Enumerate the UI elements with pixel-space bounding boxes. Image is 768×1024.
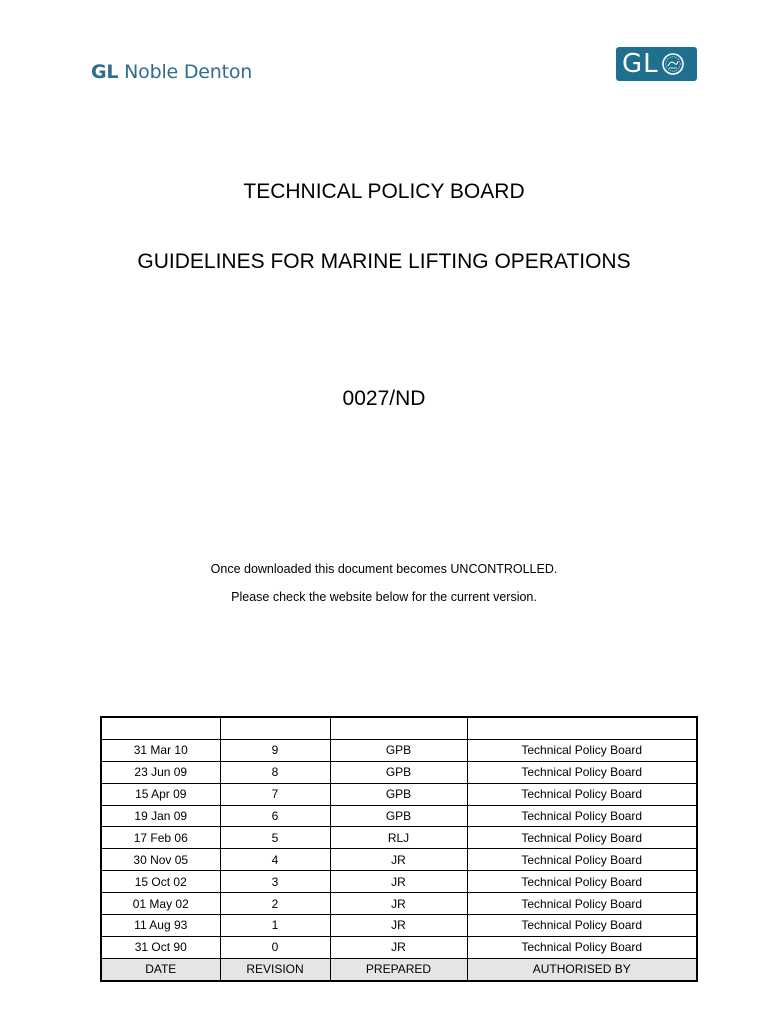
authorised-cell: Technical Policy Board xyxy=(467,805,697,827)
brand-wordmark xyxy=(91,61,252,83)
date-cell: 19 Jan 09 xyxy=(101,805,220,827)
document-subtitle: GUIDELINES FOR MARINE LIFTING OPERATIONS xyxy=(137,250,631,273)
date-cell: 30 Nov 05 xyxy=(101,849,220,871)
date-cell: 15 Oct 02 xyxy=(101,871,220,893)
prepared-cell: JR xyxy=(330,849,467,871)
prepared-cell: JR xyxy=(330,893,467,915)
authorised-cell: Technical Policy Board xyxy=(467,783,697,805)
document-number: 0027/ND xyxy=(342,387,426,410)
authorised-cell: Technical Policy Board xyxy=(467,827,697,849)
revision-cell: 2 xyxy=(220,893,330,915)
revision-cell: 8 xyxy=(220,761,330,783)
table-cell xyxy=(467,717,697,739)
table-row xyxy=(101,915,697,937)
document-title: TECHNICAL POLICY BOARD xyxy=(243,180,525,203)
prepared-cell: JR xyxy=(330,871,467,893)
table-row xyxy=(101,849,697,871)
revision-cell: 3 xyxy=(220,871,330,893)
table-blank-row xyxy=(101,717,697,739)
prepared-cell: GPB xyxy=(330,805,467,827)
table-cell xyxy=(101,717,220,739)
prepared-cell: RLJ xyxy=(330,827,467,849)
revision-cell: 0 xyxy=(220,936,330,958)
column-header: DATE xyxy=(101,958,220,980)
date-cell: 11 Aug 93 xyxy=(101,915,220,937)
prepared-cell: JR xyxy=(330,915,467,937)
gl-logo xyxy=(616,47,697,81)
table-row xyxy=(101,827,697,849)
revision-cell: 9 xyxy=(220,739,330,761)
date-cell: 31 Oct 90 xyxy=(101,936,220,958)
logo-text: GL xyxy=(622,49,659,79)
authorised-cell: Technical Policy Board xyxy=(467,739,697,761)
uncontrolled-notice: Once downloaded this document becomes UNCONTROLLED. xyxy=(210,562,558,576)
prepared-cell: GPB xyxy=(330,783,467,805)
date-cell: 23 Jun 09 xyxy=(101,761,220,783)
table-header-row xyxy=(101,958,697,980)
globe-emblem-icon xyxy=(662,53,684,75)
authorised-cell: Technical Policy Board xyxy=(467,893,697,915)
column-header: REVISION xyxy=(220,958,330,980)
date-cell: 31 Mar 10 xyxy=(101,739,220,761)
version-notice: Please check the website below for the current version. xyxy=(231,590,537,604)
table-row xyxy=(101,805,697,827)
authorised-cell: Technical Policy Board xyxy=(467,849,697,871)
revision-table xyxy=(100,716,698,982)
table-row xyxy=(101,871,697,893)
date-cell: 01 May 02 xyxy=(101,893,220,915)
prepared-cell: GPB xyxy=(330,739,467,761)
authorised-cell: Technical Policy Board xyxy=(467,871,697,893)
revision-cell: 1 xyxy=(220,915,330,937)
table-row xyxy=(101,936,697,958)
column-header: AUTHORISED BY xyxy=(467,958,697,980)
authorised-cell: Technical Policy Board xyxy=(467,915,697,937)
table-row xyxy=(101,761,697,783)
table-row xyxy=(101,783,697,805)
brand-prefix: GL xyxy=(91,61,119,83)
revision-cell: 7 xyxy=(220,783,330,805)
table-row xyxy=(101,739,697,761)
prepared-cell: GPB xyxy=(330,761,467,783)
prepared-cell: JR xyxy=(330,936,467,958)
authorised-cell: Technical Policy Board xyxy=(467,936,697,958)
column-header: PREPARED xyxy=(330,958,467,980)
table-cell xyxy=(330,717,467,739)
revision-cell: 5 xyxy=(220,827,330,849)
date-cell: 15 Apr 09 xyxy=(101,783,220,805)
table-cell xyxy=(220,717,330,739)
revision-cell: 6 xyxy=(220,805,330,827)
revision-cell: 4 xyxy=(220,849,330,871)
date-cell: 17 Feb 06 xyxy=(101,827,220,849)
table-row xyxy=(101,893,697,915)
authorised-cell: Technical Policy Board xyxy=(467,761,697,783)
brand-name: Noble Denton xyxy=(124,61,253,83)
